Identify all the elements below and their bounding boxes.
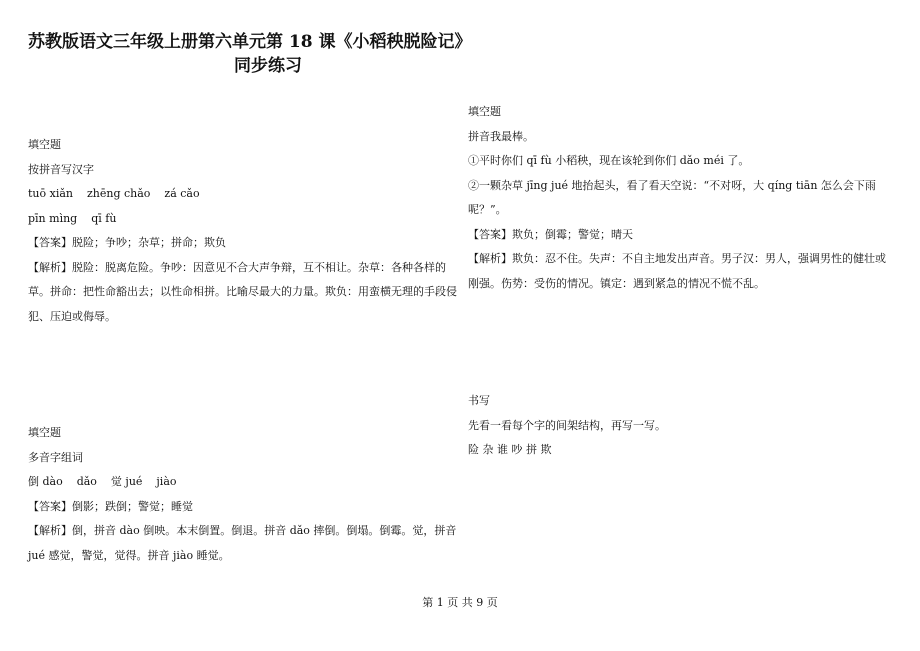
question-prompt: 按拼音写汉字 bbox=[28, 162, 94, 176]
question-type: 书写 bbox=[468, 394, 490, 407]
analysis: 【解析】欺负：忍不住。失声：不自主地发出声音。男子汉：男人，强调男性的健壮或刚强。伤势：受伤的情况。镇定：遇到紧急的情况不慌不乱。 bbox=[468, 252, 886, 290]
pinyin-line: tuō xiǎn zhēng chǎo zá cǎo bbox=[28, 187, 200, 200]
question-prompt: 多音字组词 bbox=[28, 450, 83, 464]
pinyin-line: 倒 dào dǎo 觉 jué jiào bbox=[28, 475, 177, 488]
question-1 bbox=[28, 133, 458, 329]
question-4 bbox=[468, 389, 896, 463]
document-title bbox=[28, 30, 472, 78]
question-2 bbox=[28, 421, 458, 568]
pinyin-line: pīn mìng qī fù bbox=[28, 211, 117, 225]
sentence-line: ②一颗杂草 jīng jué 地抬起头，看了看天空说：“不对呀，大 qíng tiān 怎么会下雨呢？”。 bbox=[468, 178, 876, 216]
question-type: 填空题 bbox=[468, 105, 501, 118]
sentence-line: ①平时你们 qī fù 小稻秧，现在该轮到你们 dǎo méi 了。 bbox=[468, 154, 750, 167]
answer: 【答案】脱险；争吵；杂草；拼命；欺负 bbox=[28, 236, 226, 249]
question-prompt: 拼音我最棒。 bbox=[468, 129, 534, 143]
question-type: 填空题 bbox=[28, 138, 61, 151]
title-line-2: 同步练习 bbox=[234, 56, 302, 76]
answer: 【答案】欺负；倒霉；警觉；晴天 bbox=[468, 227, 633, 241]
character-list: 险 杂 谁 吵 拼 欺 bbox=[468, 443, 552, 456]
analysis: 【解析】脱险：脱离危险。争吵：因意见不合大声争辩，互不相让。杂草：各种各样的草。拼命：把性命豁出去；以性命相拼。比喻尽最大的力量。欺负：用蛮横无理的手段侵犯、压迫或侮辱。 bbox=[28, 260, 457, 323]
question-3 bbox=[468, 100, 896, 296]
title-line-1: 苏教版语文三年级上册第六单元第 18 课《小稻秧脱险记》 bbox=[28, 32, 472, 52]
analysis: 【解析】倒，拼音 dào 倒映。本末倒置。倒退。拼音 dǎo 摔倒。倒塌。倒霉。觉，拼音 jué 感觉，警觉，觉得。拼音 jiào 睡觉。 bbox=[28, 524, 457, 562]
question-type: 填空题 bbox=[28, 426, 61, 439]
answer: 【答案】倒影；跌倒；警觉；睡觉 bbox=[28, 499, 193, 513]
question-prompt: 先看一看每个字的间架结构，再写一写。 bbox=[468, 418, 666, 432]
page-number: 第 1 页 共 9 页 bbox=[422, 596, 498, 609]
